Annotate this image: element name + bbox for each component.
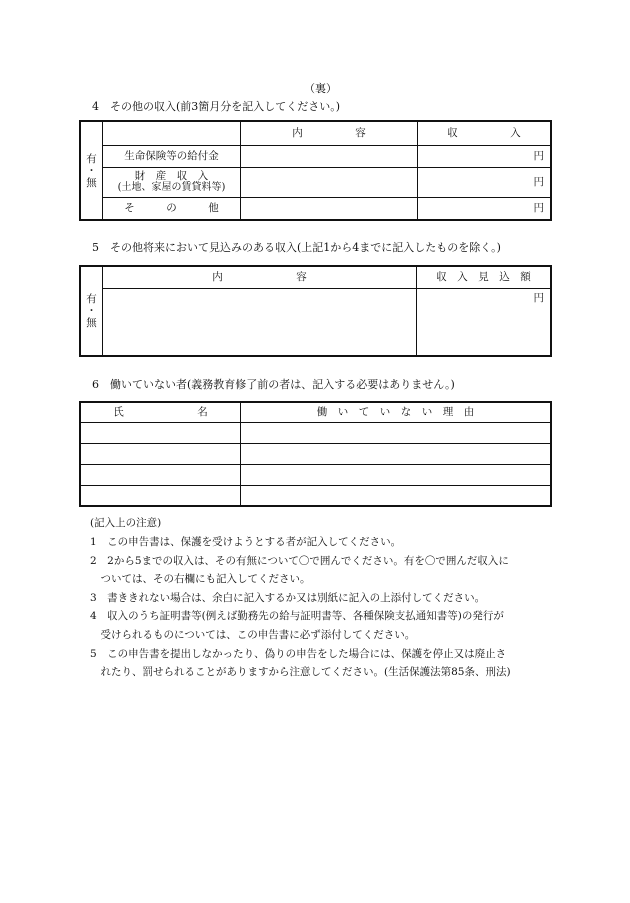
section5-col-content: 内 容 <box>103 266 417 288</box>
section4-presence[interactable]: 有 ・ 無 <box>80 121 103 220</box>
note-line: 2 2から5までの収入は、その有無について〇で囲んでください。有を〇で囲んだ収入に <box>90 555 509 567</box>
section4-col-content: 内 容 <box>241 121 418 145</box>
section6-col-reason: 働 い て い な い 理 由 <box>241 402 552 422</box>
row-label: 財 産 収 入 (土地、家屋の賃貸料等) <box>103 167 241 197</box>
row-label: 生命保険等の給付金 <box>103 145 241 167</box>
row-label: そ の 他 <box>103 197 241 220</box>
income-cell[interactable]: 円 <box>418 145 552 167</box>
reason-cell[interactable] <box>241 485 552 506</box>
note-line: れたり、罰せられることがありますから注意してください。(生活保護法第85条、刑法) <box>90 666 511 678</box>
section4-table <box>79 120 552 221</box>
content-cell[interactable] <box>103 288 417 356</box>
note-line: 5 この申告書を提出しなかったり、偽りの申告をした場合には、保護を停止又は廃止さ <box>90 648 507 660</box>
section5-presence[interactable]: 有 ・ 無 <box>80 266 103 356</box>
table-row <box>80 464 551 485</box>
section6-heading: 6 働いていない者(義務教育修了前の者は、記入する必要はありません。) <box>92 378 455 391</box>
content-cell[interactable] <box>241 197 418 220</box>
note-line: 4 収入のうち証明書等(例えば勤務先の給与証明書等、各種保険支払通知書等)の発行が <box>90 610 504 622</box>
section5-table <box>79 265 552 357</box>
table-row <box>80 197 551 220</box>
note-line: 受けられるものについては、この申告書に必ず添付してください。 <box>90 629 416 641</box>
section4-col-income: 収 入 <box>418 121 552 145</box>
note-line: ついては、その右欄にも記入してください。 <box>90 573 311 585</box>
income-cell[interactable]: 円 <box>418 197 552 220</box>
notes-heading: (記入上の注意) <box>90 517 162 529</box>
section4-heading: 4 その他の収入(前3箇月分を記入してください。) <box>92 100 341 113</box>
note-line: 1 この申告書は、保護を受けようとする者が記入してください。 <box>90 536 402 548</box>
name-cell[interactable] <box>80 464 241 485</box>
table-row <box>80 145 551 167</box>
table-row <box>80 167 551 197</box>
note-line: 3 書ききれない場合は、余白に記入するか又は別紙に記入の上添付してください。 <box>90 592 486 604</box>
content-cell[interactable] <box>241 145 418 167</box>
reason-cell[interactable] <box>241 443 552 464</box>
reason-cell[interactable] <box>241 422 552 443</box>
table-row <box>80 485 551 506</box>
expected-cell[interactable]: 円 <box>417 288 552 356</box>
section5-heading: 5 その他将来において見込みのある収入(上記1から4までに記入したものを除く。) <box>92 241 501 254</box>
income-cell[interactable]: 円 <box>418 167 552 197</box>
name-cell[interactable] <box>80 485 241 506</box>
section5-col-expected: 収 入 見 込 額 <box>417 266 552 288</box>
name-cell[interactable] <box>80 443 241 464</box>
section6-col-name: 氏 名 <box>80 402 241 422</box>
table-row <box>80 422 551 443</box>
name-cell[interactable] <box>80 422 241 443</box>
table-row <box>80 288 551 356</box>
table-row <box>80 443 551 464</box>
section6-table <box>79 401 552 507</box>
reason-cell[interactable] <box>241 464 552 485</box>
content-cell[interactable] <box>241 167 418 197</box>
page-title: （裏） <box>304 82 337 95</box>
